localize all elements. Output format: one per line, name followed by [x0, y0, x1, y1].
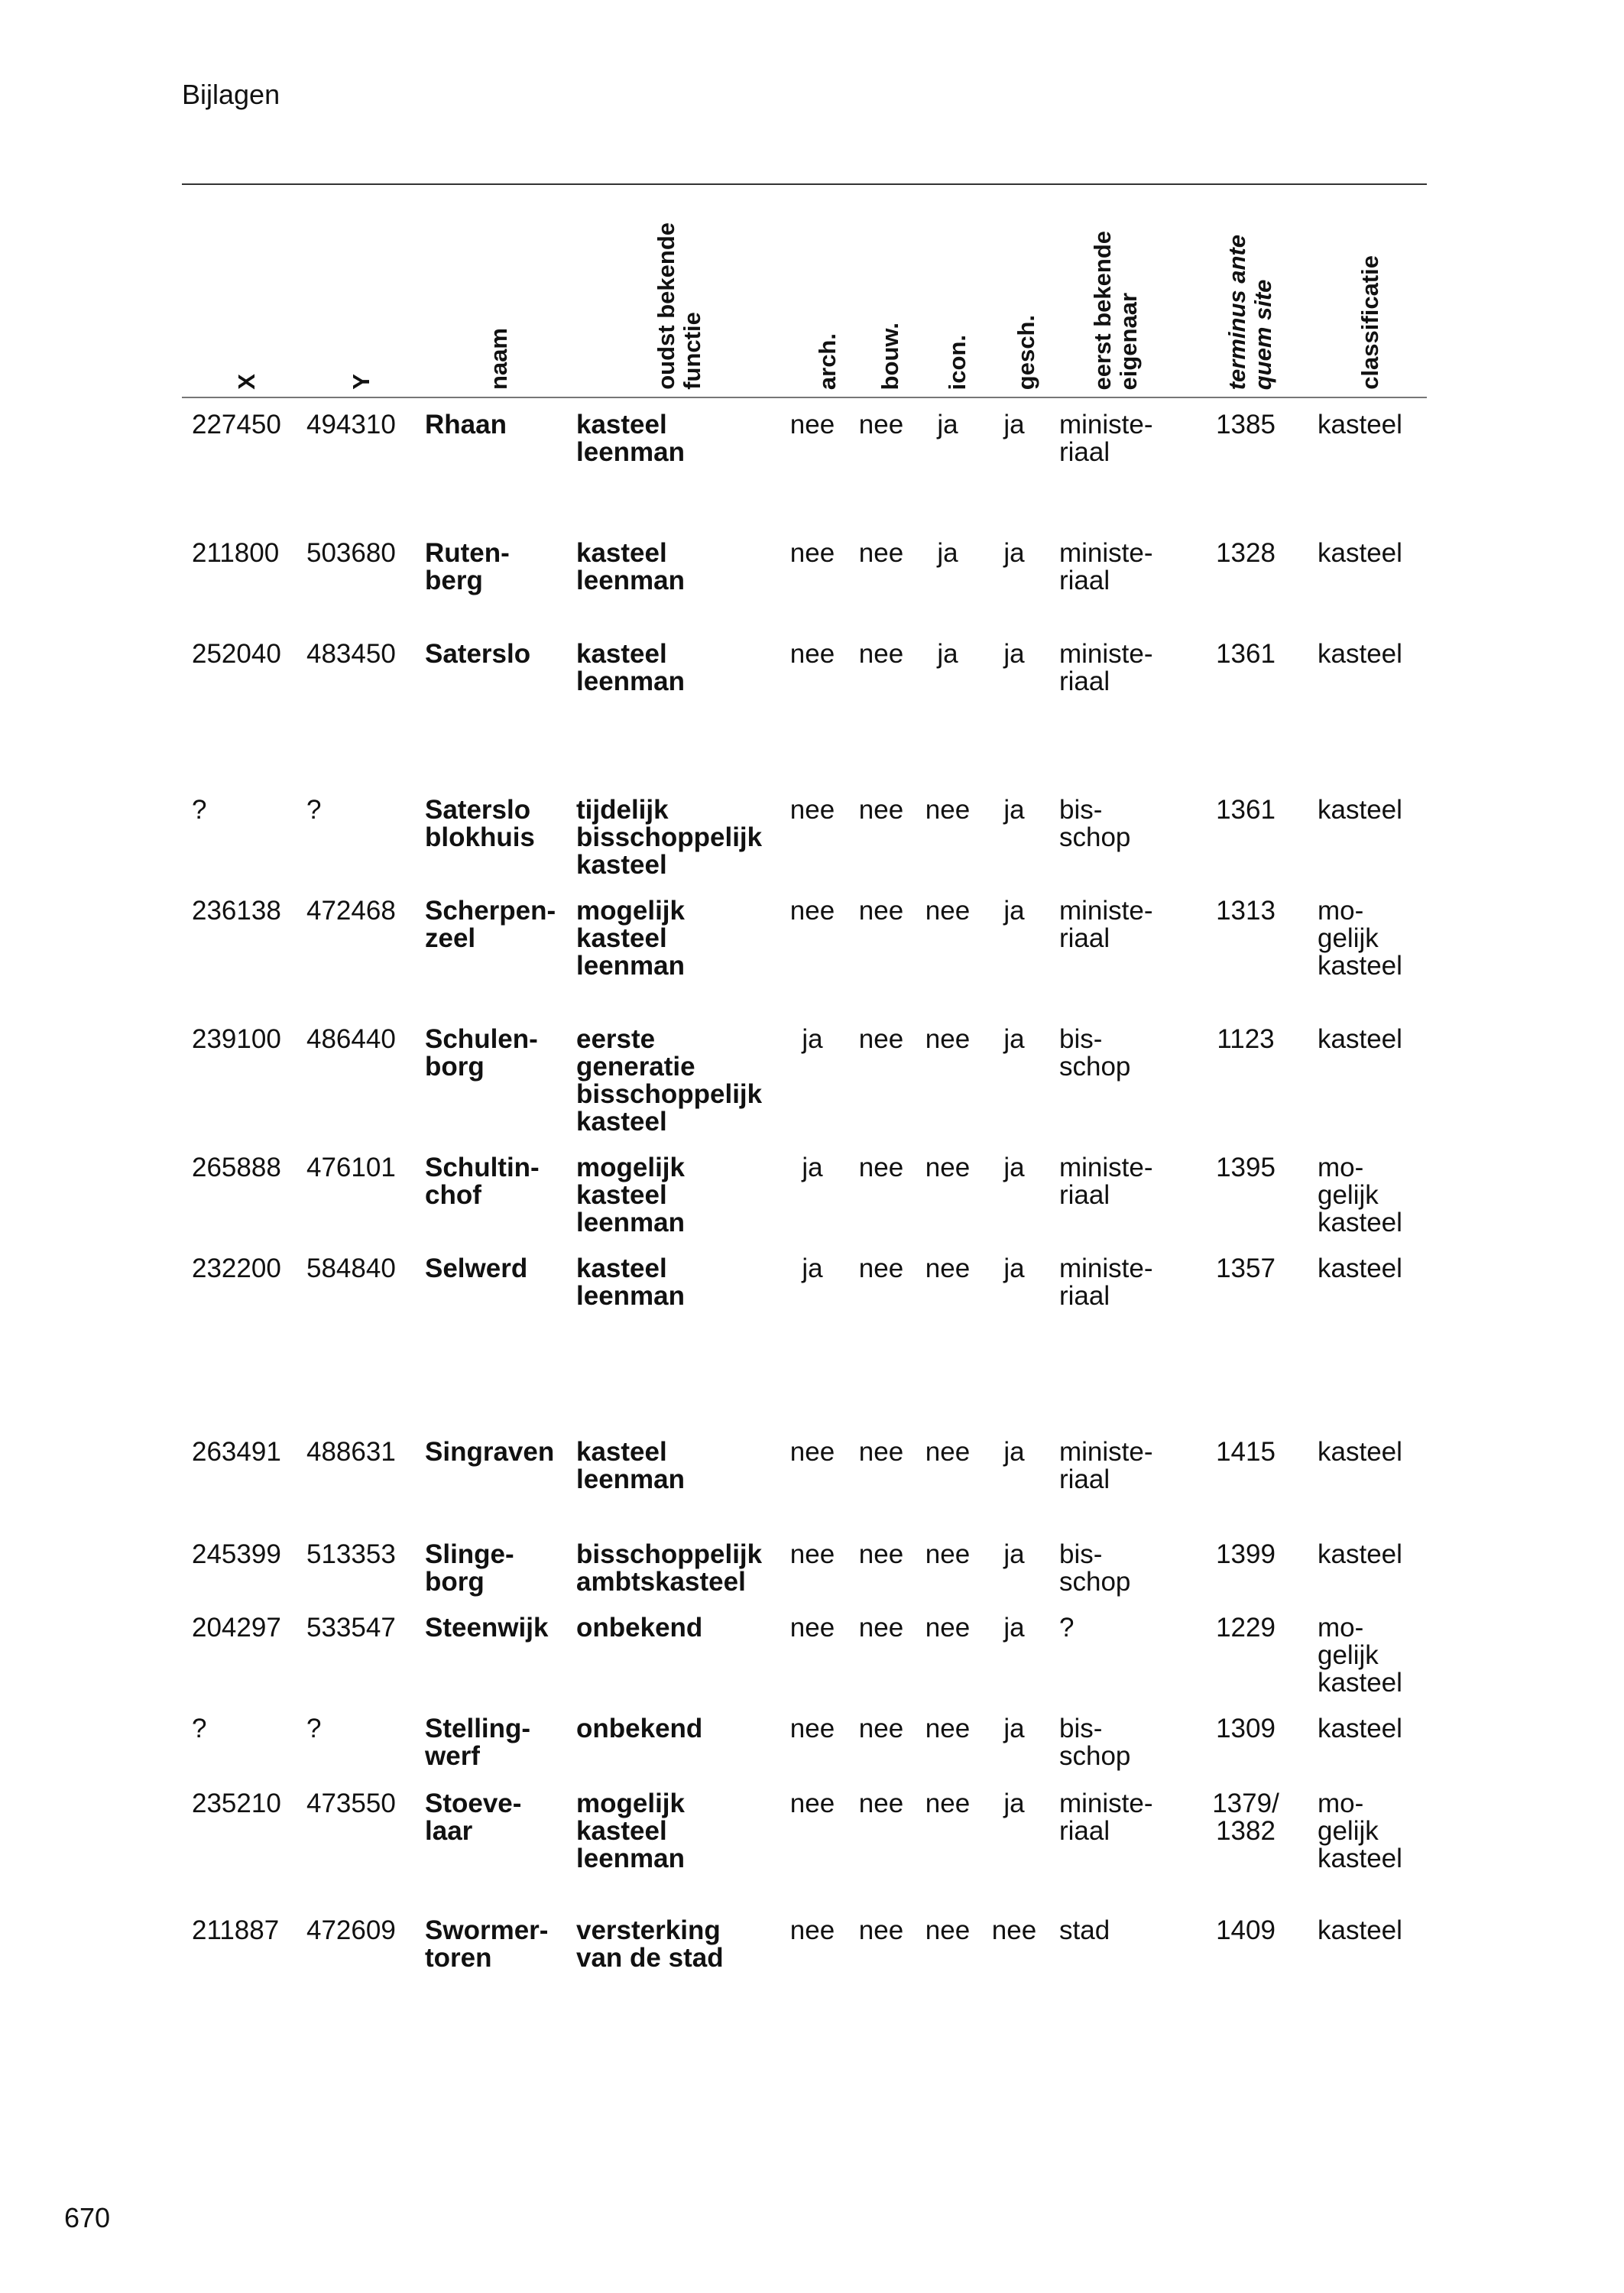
page-number: 670	[64, 2202, 111, 2233]
cell-naam: Schultin- chof	[425, 1153, 540, 1210]
header-rule	[182, 397, 1427, 398]
header-arch: arch.	[814, 332, 841, 390]
cell-y: 494310	[306, 410, 396, 439]
cell-naam: Scherpen- zeel	[425, 896, 556, 953]
top-rule	[182, 183, 1427, 185]
cell-functie: bisschoppelijk ambtskasteel	[576, 1539, 763, 1597]
cell-y: 473550	[306, 1789, 396, 1818]
cell-gesch: ja	[1003, 1714, 1025, 1743]
cell-gesch: nee	[991, 1915, 1037, 1945]
cell-eigenaar: ministe- riaal	[1059, 410, 1153, 467]
cell-functie: versterking van de stad	[576, 1915, 724, 1973]
cell-bouw: nee	[858, 1539, 904, 1569]
cell-icon: ja	[937, 639, 958, 669]
cell-functie: mogelijk kasteel leenman	[576, 1789, 685, 1873]
cell-icon: ja	[937, 538, 958, 568]
cell-functie: mogelijk kasteel leenman	[576, 896, 685, 981]
cell-arch: nee	[789, 1437, 835, 1467]
cell-gesch: ja	[1003, 1024, 1025, 1054]
cell-x: 263491	[192, 1437, 281, 1467]
cell-terminus: 1229	[1216, 1613, 1276, 1643]
cell-naam: Selwerd	[425, 1254, 528, 1283]
cell-bouw: nee	[858, 795, 904, 825]
cell-terminus: 1309	[1216, 1714, 1276, 1743]
cell-icon: nee	[925, 1437, 971, 1467]
cell-bouw: nee	[858, 1254, 904, 1283]
cell-terminus: 1395	[1216, 1153, 1276, 1182]
cell-arch: nee	[789, 1539, 835, 1569]
cell-classificatie: kasteel	[1318, 1024, 1402, 1054]
cell-eigenaar: bis- schop	[1059, 1024, 1131, 1082]
cell-x: 211800	[192, 538, 280, 568]
cell-icon: nee	[925, 795, 971, 825]
cell-terminus: 1123	[1217, 1024, 1275, 1054]
cell-icon: nee	[925, 1254, 971, 1283]
cell-x: 236138	[192, 896, 281, 926]
cell-bouw: nee	[858, 1437, 904, 1467]
cell-x: ?	[192, 1714, 207, 1743]
cell-y: ?	[306, 1714, 322, 1743]
cell-x: 252040	[192, 639, 281, 669]
cell-y: 472468	[306, 896, 396, 926]
cell-naam: Stoeve- laar	[425, 1789, 522, 1846]
cell-terminus: 1313	[1216, 896, 1276, 926]
running-head: Bijlagen	[182, 79, 280, 110]
cell-gesch: ja	[1003, 1789, 1025, 1818]
cell-bouw: nee	[858, 1714, 904, 1743]
cell-bouw: nee	[858, 1915, 904, 1945]
cell-terminus: 1328	[1216, 538, 1276, 568]
cell-y: 476101	[306, 1153, 396, 1182]
cell-bouw: nee	[858, 1024, 904, 1054]
cell-eigenaar: ministe- riaal	[1059, 1153, 1153, 1210]
cell-bouw: nee	[858, 1153, 904, 1182]
cell-eigenaar: ministe- riaal	[1059, 1254, 1153, 1311]
cell-classificatie: kasteel	[1318, 1915, 1402, 1945]
cell-naam: Rhaan	[425, 410, 507, 439]
cell-classificatie: kasteel	[1318, 538, 1402, 568]
cell-terminus: 1361	[1216, 795, 1276, 825]
header-terminus: terminus ante quem site	[1224, 234, 1276, 390]
cell-naam: Swormer- toren	[425, 1915, 549, 1973]
cell-bouw: nee	[858, 410, 904, 439]
cell-functie: kasteel leenman	[576, 538, 685, 595]
cell-terminus: 1379/ 1382	[1212, 1789, 1279, 1846]
cell-naam: Steenwijk	[425, 1613, 549, 1643]
cell-arch: nee	[789, 538, 835, 568]
cell-icon: ja	[937, 410, 958, 439]
cell-x: 232200	[192, 1254, 281, 1283]
cell-y: 472609	[306, 1915, 396, 1945]
cell-naam: Singraven	[425, 1437, 555, 1467]
cell-icon: nee	[925, 896, 971, 926]
cell-naam: Slinge- borg	[425, 1539, 514, 1597]
cell-functie: kasteel leenman	[576, 1437, 685, 1494]
header-x: X	[233, 374, 260, 390]
cell-x: 204297	[192, 1613, 281, 1643]
cell-terminus: 1399	[1216, 1539, 1276, 1569]
cell-icon: nee	[925, 1789, 971, 1818]
cell-bouw: nee	[858, 639, 904, 669]
cell-arch: nee	[789, 1789, 835, 1818]
cell-bouw: nee	[858, 896, 904, 926]
cell-gesch: ja	[1003, 410, 1025, 439]
cell-y: ?	[306, 795, 322, 825]
cell-functie: mogelijk kasteel leenman	[576, 1153, 685, 1237]
cell-gesch: ja	[1003, 538, 1025, 568]
cell-icon: nee	[925, 1153, 971, 1182]
cell-icon: nee	[925, 1714, 971, 1743]
cell-gesch: ja	[1003, 1539, 1025, 1569]
header-bouw: bouw.	[877, 322, 903, 390]
cell-classificatie: kasteel	[1318, 410, 1402, 439]
cell-eigenaar: ministe- riaal	[1059, 639, 1153, 696]
cell-x: 211887	[192, 1915, 280, 1945]
cell-y: 584840	[306, 1254, 396, 1283]
cell-gesch: ja	[1003, 896, 1025, 926]
cell-icon: nee	[925, 1915, 971, 1945]
cell-classificatie: mo- gelijk kasteel	[1318, 896, 1402, 981]
cell-naam: Saterslo blokhuis	[425, 795, 535, 852]
header-classificatie: classificatie	[1357, 255, 1383, 390]
cell-eigenaar: bis- schop	[1059, 1714, 1131, 1771]
cell-x: 265888	[192, 1153, 281, 1182]
cell-arch: nee	[789, 410, 835, 439]
cell-classificatie: kasteel	[1318, 795, 1402, 825]
cell-y: 486440	[306, 1024, 396, 1054]
cell-naam: Stelling- werf	[425, 1714, 531, 1771]
cell-functie: kasteel leenman	[576, 1254, 685, 1311]
cell-gesch: ja	[1003, 639, 1025, 669]
header-icon: icon.	[944, 334, 971, 390]
cell-eigenaar: ministe- riaal	[1059, 1437, 1153, 1494]
cell-x: 227450	[192, 410, 281, 439]
header-gesch: gesch.	[1013, 314, 1039, 390]
cell-classificatie: mo- gelijk kasteel	[1318, 1613, 1402, 1698]
cell-gesch: ja	[1003, 1153, 1025, 1182]
cell-functie: onbekend	[576, 1714, 703, 1743]
cell-classificatie: mo- gelijk kasteel	[1318, 1789, 1402, 1873]
cell-naam: Ruten- berg	[425, 538, 510, 595]
cell-arch: nee	[789, 1613, 835, 1643]
cell-gesch: ja	[1003, 1613, 1025, 1643]
cell-arch: nee	[789, 1915, 835, 1945]
cell-functie: kasteel leenman	[576, 639, 685, 696]
cell-arch: ja	[802, 1024, 823, 1054]
cell-functie: onbekend	[576, 1613, 703, 1643]
cell-classificatie: kasteel	[1318, 639, 1402, 669]
cell-gesch: ja	[1003, 1254, 1025, 1283]
cell-eigenaar: ministe- riaal	[1059, 1789, 1153, 1846]
cell-terminus: 1361	[1216, 639, 1276, 669]
cell-naam: Saterslo	[425, 639, 531, 669]
cell-arch: ja	[802, 1254, 823, 1283]
cell-functie: kasteel leenman	[576, 410, 685, 467]
cell-x: 239100	[192, 1024, 281, 1054]
cell-y: 488631	[306, 1437, 396, 1467]
cell-y: 513353	[306, 1539, 396, 1569]
cell-terminus: 1385	[1216, 410, 1276, 439]
header-functie: oudst bekende functie	[653, 222, 705, 390]
cell-gesch: ja	[1003, 1437, 1025, 1467]
cell-classificatie: kasteel	[1318, 1437, 1402, 1467]
cell-gesch: ja	[1003, 795, 1025, 825]
cell-eigenaar: ?	[1059, 1613, 1075, 1643]
cell-classificatie: mo- gelijk kasteel	[1318, 1153, 1402, 1237]
cell-functie: tijdelijk bisschoppelijk kasteel	[576, 795, 763, 880]
header-y: Y	[348, 374, 374, 390]
cell-classificatie: kasteel	[1318, 1714, 1402, 1743]
cell-terminus: 1357	[1216, 1254, 1276, 1283]
cell-x: 235210	[192, 1789, 281, 1818]
cell-classificatie: kasteel	[1318, 1254, 1402, 1283]
cell-y: 533547	[306, 1613, 396, 1643]
cell-bouw: nee	[858, 1789, 904, 1818]
cell-y: 503680	[306, 538, 396, 568]
cell-bouw: nee	[858, 1613, 904, 1643]
cell-eigenaar: ministe- riaal	[1059, 538, 1153, 595]
cell-arch: nee	[789, 896, 835, 926]
cell-eigenaar: ministe- riaal	[1059, 896, 1153, 953]
cell-terminus: 1409	[1216, 1915, 1276, 1945]
cell-naam: Schulen- borg	[425, 1024, 538, 1082]
cell-eigenaar: bis- schop	[1059, 795, 1131, 852]
header-eigenaar: eerst bekende eigenaar	[1089, 230, 1142, 390]
header-naam: naam	[485, 328, 512, 390]
cell-x: 245399	[192, 1539, 281, 1569]
cell-bouw: nee	[858, 538, 904, 568]
cell-classificatie: kasteel	[1318, 1539, 1402, 1569]
cell-arch: nee	[789, 795, 835, 825]
cell-terminus: 1415	[1216, 1437, 1276, 1467]
cell-arch: nee	[789, 639, 835, 669]
cell-arch: ja	[802, 1153, 823, 1182]
cell-icon: nee	[925, 1024, 971, 1054]
cell-y: 483450	[306, 639, 396, 669]
cell-functie: eerste generatie bisschoppelijk kasteel	[576, 1024, 763, 1137]
cell-icon: nee	[925, 1613, 971, 1643]
cell-icon: nee	[925, 1539, 971, 1569]
cell-eigenaar: stad	[1059, 1915, 1110, 1945]
cell-eigenaar: bis- schop	[1059, 1539, 1131, 1597]
cell-arch: nee	[789, 1714, 835, 1743]
cell-x: ?	[192, 795, 207, 825]
